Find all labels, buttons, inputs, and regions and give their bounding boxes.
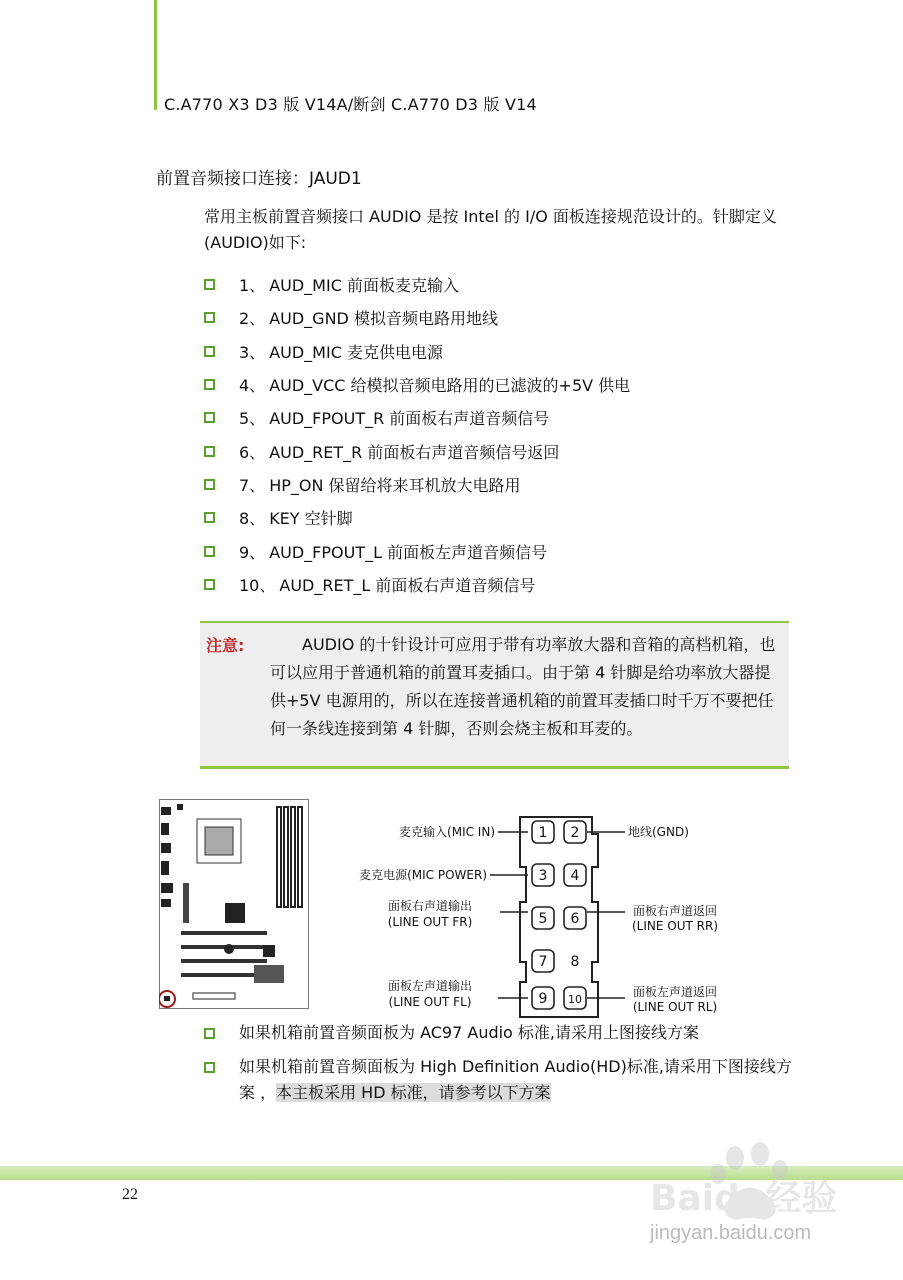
note-text: AUDIO 的十针设计可应用于带有功率放大器和音箱的高档机箱，也可以应用于普通机箱的前置耳麦插口。由于第 4 针脚是给功率放大器提供+5V 电源用的，所以在连接普通机箱的前置耳麦插口时千万不要把任何一条线连接到第 4 针脚，否则会烧主板和耳麦的。 (270, 635, 776, 738)
list-item (204, 268, 630, 301)
pin-number: 9、 (239, 542, 266, 562)
page-header: C.A770 X3 D3 版 V14A/断剑 C.A770 D3 版 V14 (164, 95, 537, 114)
label-mic-power: 麦克电源(MIC POWER) (359, 868, 487, 882)
checkbox-bullet-icon (204, 1062, 215, 1073)
pin-number-8: 8 (570, 954, 580, 970)
pin-number-1: 1 (538, 825, 548, 841)
pin-number-10: 10 (568, 993, 582, 1006)
list-item (204, 368, 630, 401)
list-item (204, 468, 630, 501)
list-item (204, 434, 630, 467)
pin-description: AUD_GND 模拟音频电路用地线 (269, 309, 498, 329)
list-item (204, 301, 630, 334)
pin-number: 4、 (239, 376, 266, 396)
checkbox-bullet-icon (204, 579, 215, 590)
section-title: 前置音频接口连接：JAUD1 (156, 169, 362, 189)
pin-description: AUD_FPOUT_R 前面板右声道音频信号 (269, 409, 550, 429)
page-number: 22 (122, 1186, 138, 1203)
checkbox-bullet-icon (204, 479, 215, 490)
label-ret-l-cn: 面板左声道返回 (632, 985, 718, 999)
pin-number: 10、 (239, 575, 276, 595)
pin-description: AUD_VCC 给模拟音频电路用的已滤波的+5V 供电 (269, 376, 631, 396)
list-item (204, 534, 630, 567)
highlighted-text: 本主板采用 HD 标准，请参考以下方案 (276, 1083, 551, 1102)
pin-number: 1、 (239, 276, 266, 296)
label-gnd: 地线(GND) (628, 825, 689, 839)
wiring-notes-list (204, 1020, 804, 1114)
pin-number-4: 4 (570, 868, 580, 884)
label-mic-in: 麦克输入(MIC IN) (399, 825, 495, 839)
intro-paragraph: 常用主板前置音频接口 AUDIO 是按 Intel 的 I/O 面板连接规范设计的。针脚定义(AUDIO)如下: (204, 207, 777, 252)
label-out-r-cn: 面板右声道输出 (387, 899, 473, 913)
label-ret-l-en: (LINE OUT RL) (632, 1000, 718, 1014)
pin-list (204, 268, 630, 601)
pin-number-7: 7 (538, 954, 548, 970)
pin-description: AUD_FPOUT_L 前面板左声道音频信号 (269, 542, 548, 562)
baidu-paw-logo-icon (640, 1140, 850, 1280)
pin-description: AUD_RET_R 前面板右声道音频信号返回 (269, 442, 560, 462)
pin-number-9: 9 (538, 991, 548, 1007)
watermark-logo-text: Baidu经验 (650, 1178, 838, 1219)
list-item (204, 501, 630, 534)
pin-number: 8、 (239, 509, 266, 529)
motherboard-diagram (159, 799, 309, 1009)
pin-number-5: 5 (538, 911, 548, 927)
pin-number: 7、 (239, 475, 266, 495)
wiring-note-ac97: 如果机箱前置音频面板为 AC97 Audio 标准,请采用上图接线方案 (239, 1023, 700, 1042)
pin-description: KEY 空针脚 (269, 509, 353, 529)
list-item (204, 1020, 804, 1046)
pin-number-2: 2 (570, 825, 580, 841)
pin-description: AUD_RET_L 前面板右声道音频信号 (279, 575, 536, 595)
label-out-r-en: (LINE OUT FR) (387, 915, 473, 929)
label-out-l-en: (LINE OUT FL) (388, 995, 472, 1009)
checkbox-bullet-icon (204, 512, 215, 523)
checkbox-bullet-icon (204, 346, 215, 357)
header-accent-line (154, 0, 157, 110)
checkbox-bullet-icon (204, 446, 215, 457)
checkbox-bullet-icon (204, 312, 215, 323)
pin-number: 5、 (239, 409, 266, 429)
pin-description: AUD_MIC 麦克供电电源 (269, 342, 443, 362)
pin-number: 6、 (239, 442, 266, 462)
audio-pinout-diagram (330, 812, 750, 1027)
warning-note-box (200, 621, 789, 769)
pin-number: 2、 (239, 309, 266, 329)
label-out-l-cn: 面板左声道输出 (387, 979, 473, 993)
list-item (204, 568, 630, 601)
list-item (204, 335, 630, 368)
label-ret-r-en: (LINE OUT RR) (631, 919, 719, 933)
watermark-url: jingyan.baidu.com (650, 1222, 812, 1244)
list-item (204, 401, 630, 434)
wiring-note-hd (239, 1054, 804, 1106)
checkbox-bullet-icon (204, 279, 215, 290)
pin-number-3: 3 (538, 868, 548, 884)
label-ret-r-cn: 面板右声道返回 (632, 904, 718, 918)
list-item (204, 1054, 804, 1106)
pin-description: AUD_MIC 前面板麦克输入 (269, 276, 459, 296)
pin-number: 3、 (239, 342, 266, 362)
checkbox-bullet-icon (204, 1028, 215, 1039)
checkbox-bullet-icon (204, 412, 215, 423)
note-label: 注意: (206, 636, 245, 655)
pin-description: HP_ON 保留给将来耳机放大电路用 (269, 475, 521, 495)
pin-number-6: 6 (570, 911, 580, 927)
checkbox-bullet-icon (204, 379, 215, 390)
checkbox-bullet-icon (204, 546, 215, 557)
wiring-note-hd-text: 如果机箱前置音频面板为 High Definition Audio(HD)标准,请采用下图接线方案 ， (239, 1057, 792, 1102)
